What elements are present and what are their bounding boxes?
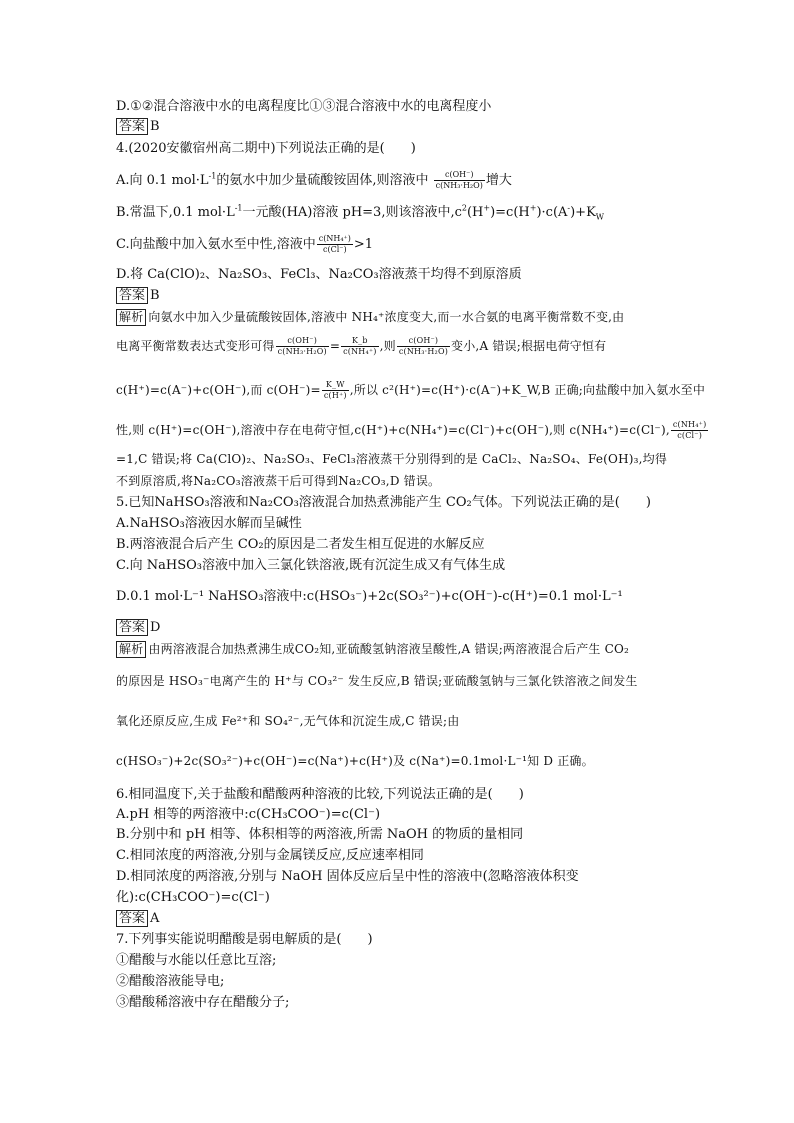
fraction: $\frac{c(OH^-)}{\text{c(NH₃·H₂O)}}$ — [435, 170, 483, 190]
fraction: $\frac{\text{c(NH₄⁺)}}{c(Cl^-)}$ — [318, 234, 351, 254]
q7-stem: 7.下列事实能说明醋酸是弱电解质的是( ) — [116, 932, 373, 947]
q7-item-3: ③醋酸稀溶液中存在醋酸分子; — [116, 995, 290, 1010]
answer-label: 答案 — [116, 619, 148, 636]
q5-explanation-2: 的原因是 HSO₃⁻电离产生的 H⁺与 CO₃²⁻ 发生反应,B 错误;亚硫酸氢钠与三氯化铁溶液之间发生 — [116, 674, 638, 688]
q5-stem: 5.已知NaHSO₃溶液和Na₂CO₃溶液混合加热煮沸能产生 CO₂气体。下列说法正确的是( ) — [116, 495, 651, 510]
q4-option-a: A.向 0.1 $mol\cdot L^{-1}$的氨水中加少量硫酸铵固体,则溶液中 $\frac{c(OH^-)}{\text{c(NH₃·H₂O)}}$ 增大 — [116, 170, 512, 190]
q6-answer: 答案 A — [116, 910, 159, 928]
answer-label: 答案 — [116, 910, 148, 927]
q4-stem: 4.(2020安徽宿州高二期中)下列说法正确的是( ) — [116, 141, 416, 156]
q7-item-1: ①醋酸与水能以任意比互溶; — [116, 953, 277, 968]
fraction: $\frac{K\_b}{\text{c(NH₄⁺)}}$ — [343, 336, 377, 356]
q4-option-c: C.向盐酸中加入氨水至中性,溶液中 $\frac{\text{c(NH₄⁺)}}{c(Cl^-)}$ >1 — [116, 234, 374, 254]
explanation-label: 解析 — [116, 309, 146, 326]
q6-option-d-line2: 化):c(CH₃COO⁻)=c(Cl⁻) — [116, 890, 270, 905]
q6-option-a: A.pH 相等的两溶液中:c(CH₃COO⁻)=c(Cl⁻) — [116, 807, 381, 822]
q5-option-d: D.0.1 mol·L⁻¹ NaHSO₃溶液中:c(HSO₃⁻)+2c(SO₃²⁻)+c(OH⁻)-c(H⁺)=0.1 mol·L⁻¹ — [116, 589, 623, 604]
explanation-label: 解析 — [116, 641, 146, 658]
q6-option-b: B.分别中和 pH 相等、体积相等的两溶液,所需 NaOH 的物质的量相同 — [116, 827, 524, 842]
answer-label: 答案 — [116, 287, 148, 304]
q4-answer: 答案 B — [116, 287, 160, 305]
q4-explanation-5: =1,C 错误;将 Ca(ClO)₂、Na₂SO₃、FeCl₃溶液蒸干分别得到的是 CaCl₂、Na₂SO₄、Fe(OH)₃,均得 — [116, 452, 668, 466]
q5-option-c: C.向 NaHSO₃溶液中加入三氯化铁溶液,既有沉淀生成又有气体生成 — [116, 558, 506, 573]
fraction: $\frac{K\_W}{c(H^+)}$ — [323, 380, 347, 400]
q4-explanation-3: c(H⁺)=c(A⁻)+c(OH⁻),而 c(OH⁻)= $\frac{K\_W}{c(H^+)}$ ,所以 c²(H⁺)=c(H⁺)·c(A⁻)+K_W,B 正确;向盐酸中加入氨水至中 — [116, 380, 706, 400]
q5-explanation-1: 解析 由两溶液混合加热煮沸生成CO₂知,亚硫酸氢钠溶液呈酸性,A 错误;两溶液混合后产生 CO₂ — [116, 640, 629, 658]
q4-option-b: B.常温下,0.1 $mol\cdot L^{-1}$一元酸(HA)溶液 pH=3,则该溶液中$,c^2(H^+)=c(H^+)\cdot c(A^-)+K_W$ — [116, 203, 605, 222]
q5-option-b: B.两溶液混合后产生 CO₂的原因是二者发生相互促进的水解反应 — [116, 537, 485, 552]
q4-explanation-2: 电离平衡常数表达式变形可得 $\frac{c(OH^-)}{\text{c(NH₃·H₂O)}}$ = $\frac{K\_b}{\text{c(NH₄⁺)}}$ ,则 $\frac{c(OH^-)}{\text{c(NH₃·H₂O)}}$ 变小,A 错误;根据电荷守恒有 — [116, 336, 607, 356]
q4-option-d: D.将 Ca(ClO)₂、Na₂SO₃、FeCl₃、Na₂CO₃溶液蒸干均得不到原溶质 — [116, 267, 522, 282]
q5-explanation-4: c(HSO₃⁻)+2c(SO₃²⁻)+c(OH⁻)=c(Na⁺)+c(H⁺)及 c(Na⁺)=0.1mol·L⁻¹知 D 正确。 — [116, 754, 594, 768]
q6-stem: 6.相同温度下,关于盐酸和醋酸两种溶液的比较,下列说法正确的是( ) — [116, 787, 524, 802]
q7-item-2: ②醋酸溶液能导电; — [116, 974, 225, 989]
fraction: $\frac{c(OH^-)}{\text{c(NH₃·H₂O)}}$ — [277, 336, 327, 356]
fraction: $\frac{\text{c(NH₄⁺)}}{c(Cl^-)}$ — [672, 420, 707, 440]
q4-explanation-6: 不到原溶质,将Na₂CO₃溶液蒸干后可得到Na₂CO₃,D 错误。 — [116, 474, 441, 488]
q5-explanation-3: 氧化还原反应,生成 Fe²⁺和 SO₄²⁻,无气体和沉淀生成,C 错误;由 — [116, 714, 460, 728]
fraction: $\frac{c(OH^-)}{\text{c(NH₃·H₂O)}}$ — [398, 336, 449, 356]
answer-label: 答案 — [116, 118, 148, 135]
q6-option-d-line1: D.相同浓度的两溶液,分别与 NaOH 固体反应后呈中性的溶液中(忽略溶液体积变 — [116, 869, 579, 884]
q5-answer: 答案 D — [116, 619, 160, 637]
q4-explanation-1: 解析 向氨水中加入少量硫酸铵固体,溶液中 NH₄⁺浓度变大,而一水合氨的电离平衡常数不变,由 — [116, 308, 624, 326]
q5-option-a: A.NaHSO₃溶液因水解而呈碱性 — [116, 516, 302, 531]
q4-explanation-4: 性,则 c(H⁺)=c(OH⁻),溶液中存在电荷守恒,c(H⁺)+c(NH₄⁺)=c(Cl⁻)+c(OH⁻),则 c(NH₄⁺)=c(Cl⁻), $\frac{\text{c(NH₄⁺)}}{c(Cl^-)}$ — [116, 420, 707, 440]
q3-option-d: D.①②混合溶液中水的电离程度比①③混合溶液中水的电离程度小 — [116, 99, 492, 114]
q6-option-c: C.相同浓度的两溶液,分别与金属镁反应,反应速率相同 — [116, 848, 424, 863]
q3-answer: 答案 B — [116, 118, 160, 136]
